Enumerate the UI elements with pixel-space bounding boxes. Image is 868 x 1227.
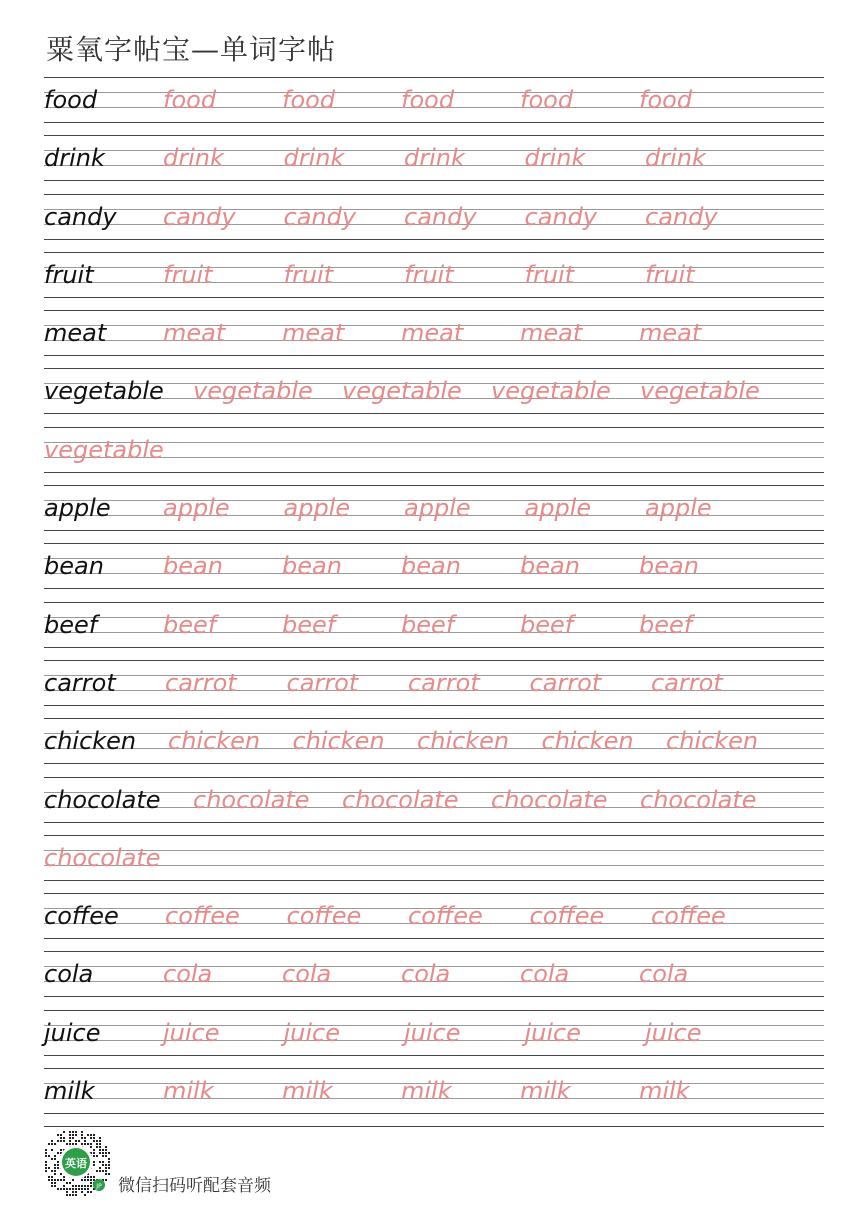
- practice-row: [44, 893, 824, 951]
- model-word: juice: [44, 1018, 101, 1047]
- ruling-line: [44, 368, 824, 369]
- trace-word: meat: [639, 319, 702, 348]
- ruling-line: [44, 297, 824, 298]
- practice-row: [44, 77, 824, 135]
- trace-word: milk: [401, 1077, 452, 1106]
- practice-sheet: [44, 77, 824, 1127]
- ruling-line: [44, 194, 824, 195]
- ruling-line: [44, 135, 824, 136]
- trace-word: food: [520, 86, 574, 114]
- trace-word: chicken: [292, 727, 385, 756]
- trace-word: drink: [404, 144, 465, 173]
- model-word: drink: [44, 144, 105, 173]
- trace-word: cola: [163, 960, 213, 989]
- model-word: cola: [44, 960, 94, 989]
- ruling-line: [44, 543, 824, 544]
- qr-code-icon[interactable]: [40, 1126, 112, 1198]
- ruling-line: [44, 485, 824, 486]
- ruling-line: [44, 472, 824, 473]
- trace-word: apple: [283, 494, 351, 523]
- trace-word: carrot: [529, 668, 602, 697]
- ruling-line: [44, 822, 824, 823]
- ruling-line: [44, 355, 824, 356]
- model-word: chicken: [44, 727, 137, 756]
- trace-word: candy: [283, 202, 357, 231]
- ruling-line: [44, 180, 824, 181]
- trace-word: fruit: [163, 260, 213, 289]
- trace-word: meat: [401, 319, 464, 348]
- page-title: 粟氧字帖宝—单词字帖: [46, 33, 337, 66]
- trace-word: coffee: [651, 902, 726, 931]
- ruling-line: [44, 602, 824, 603]
- trace-word: beef: [163, 610, 217, 639]
- trace-word: drink: [283, 144, 345, 173]
- trace-word: food: [401, 86, 455, 114]
- trace-word: juice: [645, 1018, 702, 1047]
- practice-row: [44, 835, 824, 893]
- practice-row: [44, 777, 824, 835]
- trace-word: chocolate: [342, 785, 459, 814]
- ruling-line: [44, 239, 824, 240]
- trace-word: chocolate: [491, 785, 608, 814]
- practice-row: [44, 660, 824, 718]
- trace-word: cola: [520, 960, 570, 989]
- ruling-line: [44, 705, 824, 706]
- practice-row: [44, 1010, 824, 1068]
- trace-word: food: [639, 86, 693, 114]
- practice-row: [44, 427, 824, 485]
- trace-word: bean: [163, 552, 223, 581]
- trace-word: fruit: [283, 260, 334, 289]
- trace-word: vegetable: [491, 377, 611, 406]
- scan-instruction: 微信扫码听配套音频: [118, 1176, 271, 1196]
- ruling-line: [44, 1068, 824, 1069]
- practice-row: [44, 310, 824, 368]
- ruling-line: [44, 938, 824, 939]
- practice-row: [44, 951, 824, 1009]
- ruling-line: [44, 413, 824, 414]
- practice-row: [44, 1068, 824, 1126]
- ruling-line: [44, 530, 824, 531]
- trace-word: carrot: [165, 668, 237, 697]
- model-word: coffee: [44, 902, 119, 931]
- model-word: bean: [44, 552, 104, 581]
- ruling-line: [44, 893, 824, 894]
- model-word: meat: [44, 319, 107, 348]
- trace-word: fruit: [404, 260, 454, 289]
- trace-word: candy: [163, 202, 236, 231]
- ruling-line: [44, 122, 824, 123]
- ruling-line: [44, 718, 824, 719]
- trace-word: coffee: [286, 902, 362, 931]
- trace-word: candy: [524, 202, 598, 231]
- trace-word: cola: [282, 960, 332, 989]
- ruling-line: [44, 996, 824, 997]
- trace-word: beef: [639, 610, 693, 639]
- trace-word: milk: [520, 1077, 571, 1106]
- trace-word: cola: [639, 960, 689, 989]
- trace-word: chicken: [168, 727, 261, 756]
- trace-word: meat: [282, 319, 345, 348]
- trace-word: milk: [282, 1077, 333, 1106]
- trace-word: vegetable: [342, 377, 462, 406]
- model-word: milk: [44, 1077, 95, 1106]
- model-word: vegetable: [44, 377, 164, 406]
- trace-word: milk: [163, 1077, 214, 1106]
- trace-word: carrot: [286, 668, 359, 697]
- footer: [40, 1126, 440, 1206]
- trace-word: bean: [639, 552, 699, 581]
- practice-row: [44, 135, 824, 193]
- badge-sub-text: JP: [96, 1183, 102, 1190]
- ruling-line: [44, 252, 824, 253]
- trace-word: vegetable: [44, 435, 164, 464]
- trace-word: beef: [401, 610, 455, 639]
- model-word: beef: [44, 610, 98, 639]
- trace-word: beef: [282, 610, 336, 639]
- trace-word: juice: [524, 1018, 582, 1047]
- model-word: food: [44, 86, 98, 114]
- practice-row: [44, 194, 824, 252]
- ruling-line: [44, 1055, 824, 1056]
- trace-word: carrot: [651, 668, 723, 697]
- model-word: carrot: [44, 668, 116, 697]
- trace-word: carrot: [408, 668, 480, 697]
- ruling-line: [44, 835, 824, 836]
- trace-word: milk: [639, 1077, 690, 1106]
- trace-word: apple: [524, 494, 592, 523]
- ruling-line: [44, 951, 824, 952]
- ruling-line: [44, 77, 824, 78]
- trace-word: candy: [404, 202, 477, 231]
- trace-word: meat: [520, 319, 583, 348]
- trace-word: coffee: [529, 902, 605, 931]
- model-word: chocolate: [44, 785, 161, 814]
- ruling-line: [44, 763, 824, 764]
- ruling-line: [44, 777, 824, 778]
- trace-word: bean: [520, 552, 580, 581]
- model-word: apple: [44, 494, 111, 523]
- trace-word: chicken: [417, 727, 510, 756]
- ruling-line: [44, 865, 824, 866]
- practice-row: [44, 602, 824, 660]
- trace-word: beef: [520, 610, 574, 639]
- trace-word: juice: [404, 1018, 461, 1047]
- trace-word: drink: [524, 144, 586, 173]
- trace-word: chicken: [541, 727, 634, 756]
- ruling-line: [44, 1010, 824, 1011]
- trace-word: coffee: [408, 902, 483, 931]
- trace-word: bean: [401, 552, 461, 581]
- trace-word: fruit: [524, 260, 575, 289]
- trace-word: juice: [283, 1018, 341, 1047]
- trace-word: chocolate: [640, 785, 757, 814]
- trace-word: vegetable: [640, 377, 760, 406]
- trace-word: drink: [163, 144, 224, 173]
- ruling-line: [44, 427, 824, 428]
- trace-word: coffee: [165, 902, 240, 931]
- ruling-line: [44, 647, 824, 648]
- ruling-line: [44, 588, 824, 589]
- trace-word: meat: [163, 319, 226, 348]
- trace-word: apple: [645, 494, 712, 523]
- trace-word: cola: [401, 960, 451, 989]
- trace-word: drink: [645, 144, 706, 173]
- trace-word: food: [282, 86, 336, 114]
- trace-word: fruit: [645, 260, 695, 289]
- practice-row: [44, 485, 824, 543]
- trace-word: apple: [404, 494, 471, 523]
- model-word: candy: [44, 202, 117, 231]
- trace-word: vegetable: [193, 377, 313, 406]
- ruling-line: [44, 850, 824, 851]
- practice-row: [44, 252, 824, 310]
- practice-row: [44, 718, 824, 776]
- trace-word: candy: [645, 202, 718, 231]
- trace-word: chocolate: [193, 785, 310, 814]
- practice-row: [44, 368, 824, 426]
- badge-text: 英语: [65, 1157, 87, 1170]
- ruling-line: [44, 880, 824, 881]
- ruling-line: [44, 1113, 824, 1114]
- trace-word: chocolate: [44, 843, 161, 872]
- practice-row: [44, 543, 824, 601]
- ruling-line: [44, 310, 824, 311]
- model-word: fruit: [44, 260, 94, 289]
- trace-word: bean: [282, 552, 342, 581]
- ruling-line: [44, 660, 824, 661]
- trace-word: juice: [163, 1018, 220, 1047]
- trace-word: apple: [163, 494, 230, 523]
- trace-word: chicken: [666, 727, 759, 756]
- trace-word: food: [163, 86, 217, 114]
